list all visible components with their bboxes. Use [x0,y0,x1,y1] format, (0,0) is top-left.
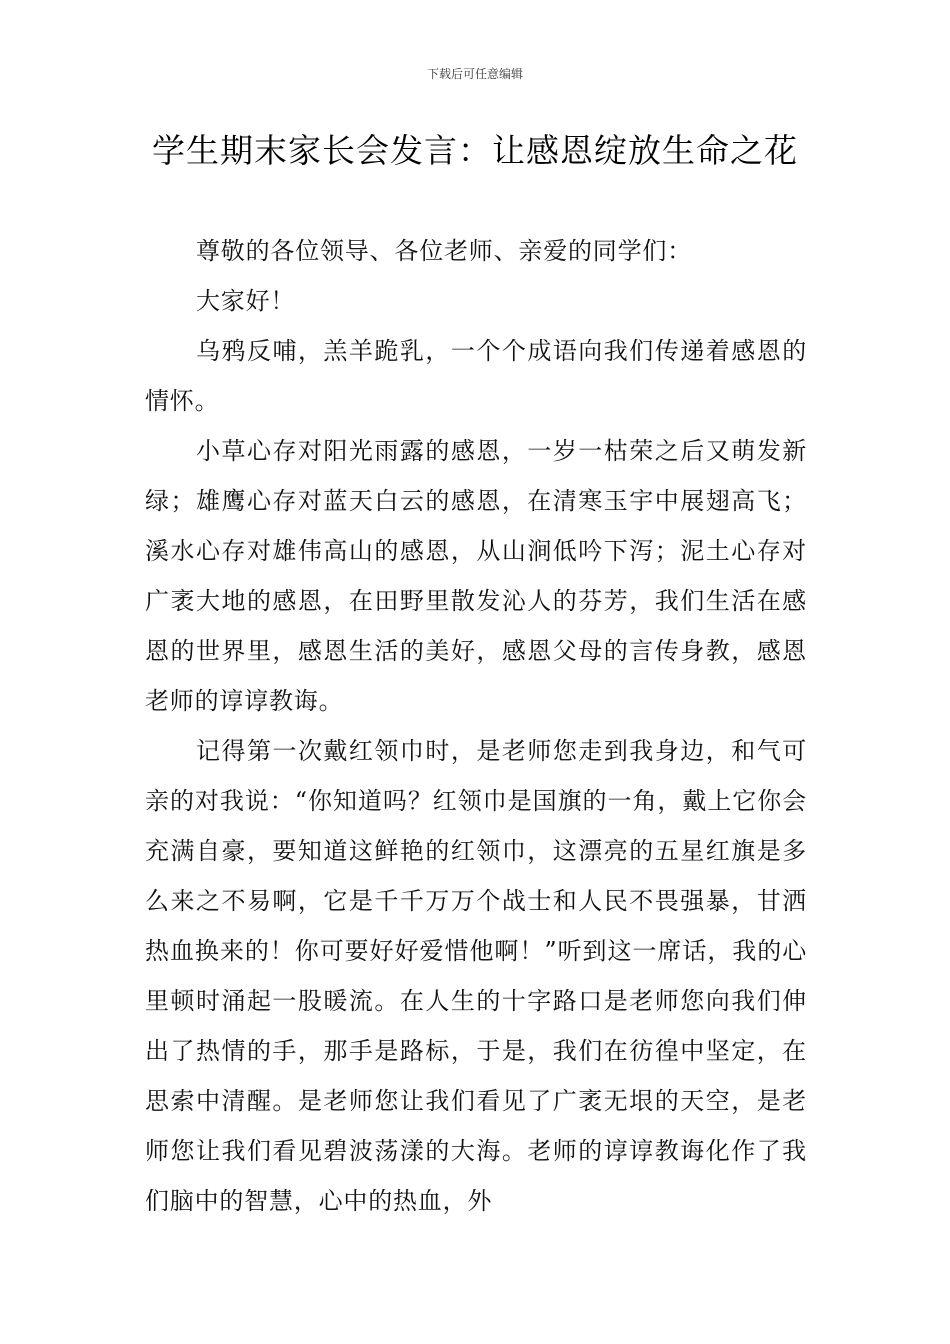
document-title: 学生期末家长会发言：让感恩绽放生命之花 [152,131,798,170]
document-body [145,226,807,1226]
paragraph-greeting: 大家好！ [196,287,296,315]
paragraph-idioms: 乌鸦反哺，羔羊跪乳，一个个成语向我们传递着感恩的情怀。 [145,337,807,415]
paragraph-red-scarf-memory: 记得第一次戴红领巾时，是老师您走到我身边，和气可亲的对我说：“你知道吗？红领巾是国旗的一角，戴上它你会充满自豪，要知道这鲜艳的红领巾，这漂亮的五星红旗是多么来之不易啊，它是千千万万个战士和人民不畏强暴，甘洒热血换来的！你可要好好爱惜他啊！”听到这一席话，我的心里顿时涌起一股暖流。在人生的十字路口是老师您向我们伸出了热情的手，那手是路标，于是，我们在彷徨中坚定，在思索中清醒。是老师您让我们看见了广袤无垠的天空，是老师您让我们看见碧波荡漾的大海。老师的谆谆教诲化作了我们脑中的智慧，心中的热血，外 [145,737,807,1215]
paragraph-salutation: 尊敬的各位领导、各位老师、亲爱的同学们： [196,237,692,265]
paragraph-nature-gratitude: 小草心存对阳光雨露的感恩，一岁一枯荣之后又萌发新绿；雄鹰心存对蓝天白云的感恩，在清寒玉宇中展翅高飞；溪水心存对雄伟高山的感恩，从山涧低吟下泻；泥土心存对广袤大地的感恩，在田野里散发沁人的芬芳，我们生活在感恩的世界里，感恩生活的美好，感恩父母的言传身教，感恩老师的谆谆教诲。 [145,437,807,715]
header-note: 下载后可任意编辑 [426,67,523,81]
